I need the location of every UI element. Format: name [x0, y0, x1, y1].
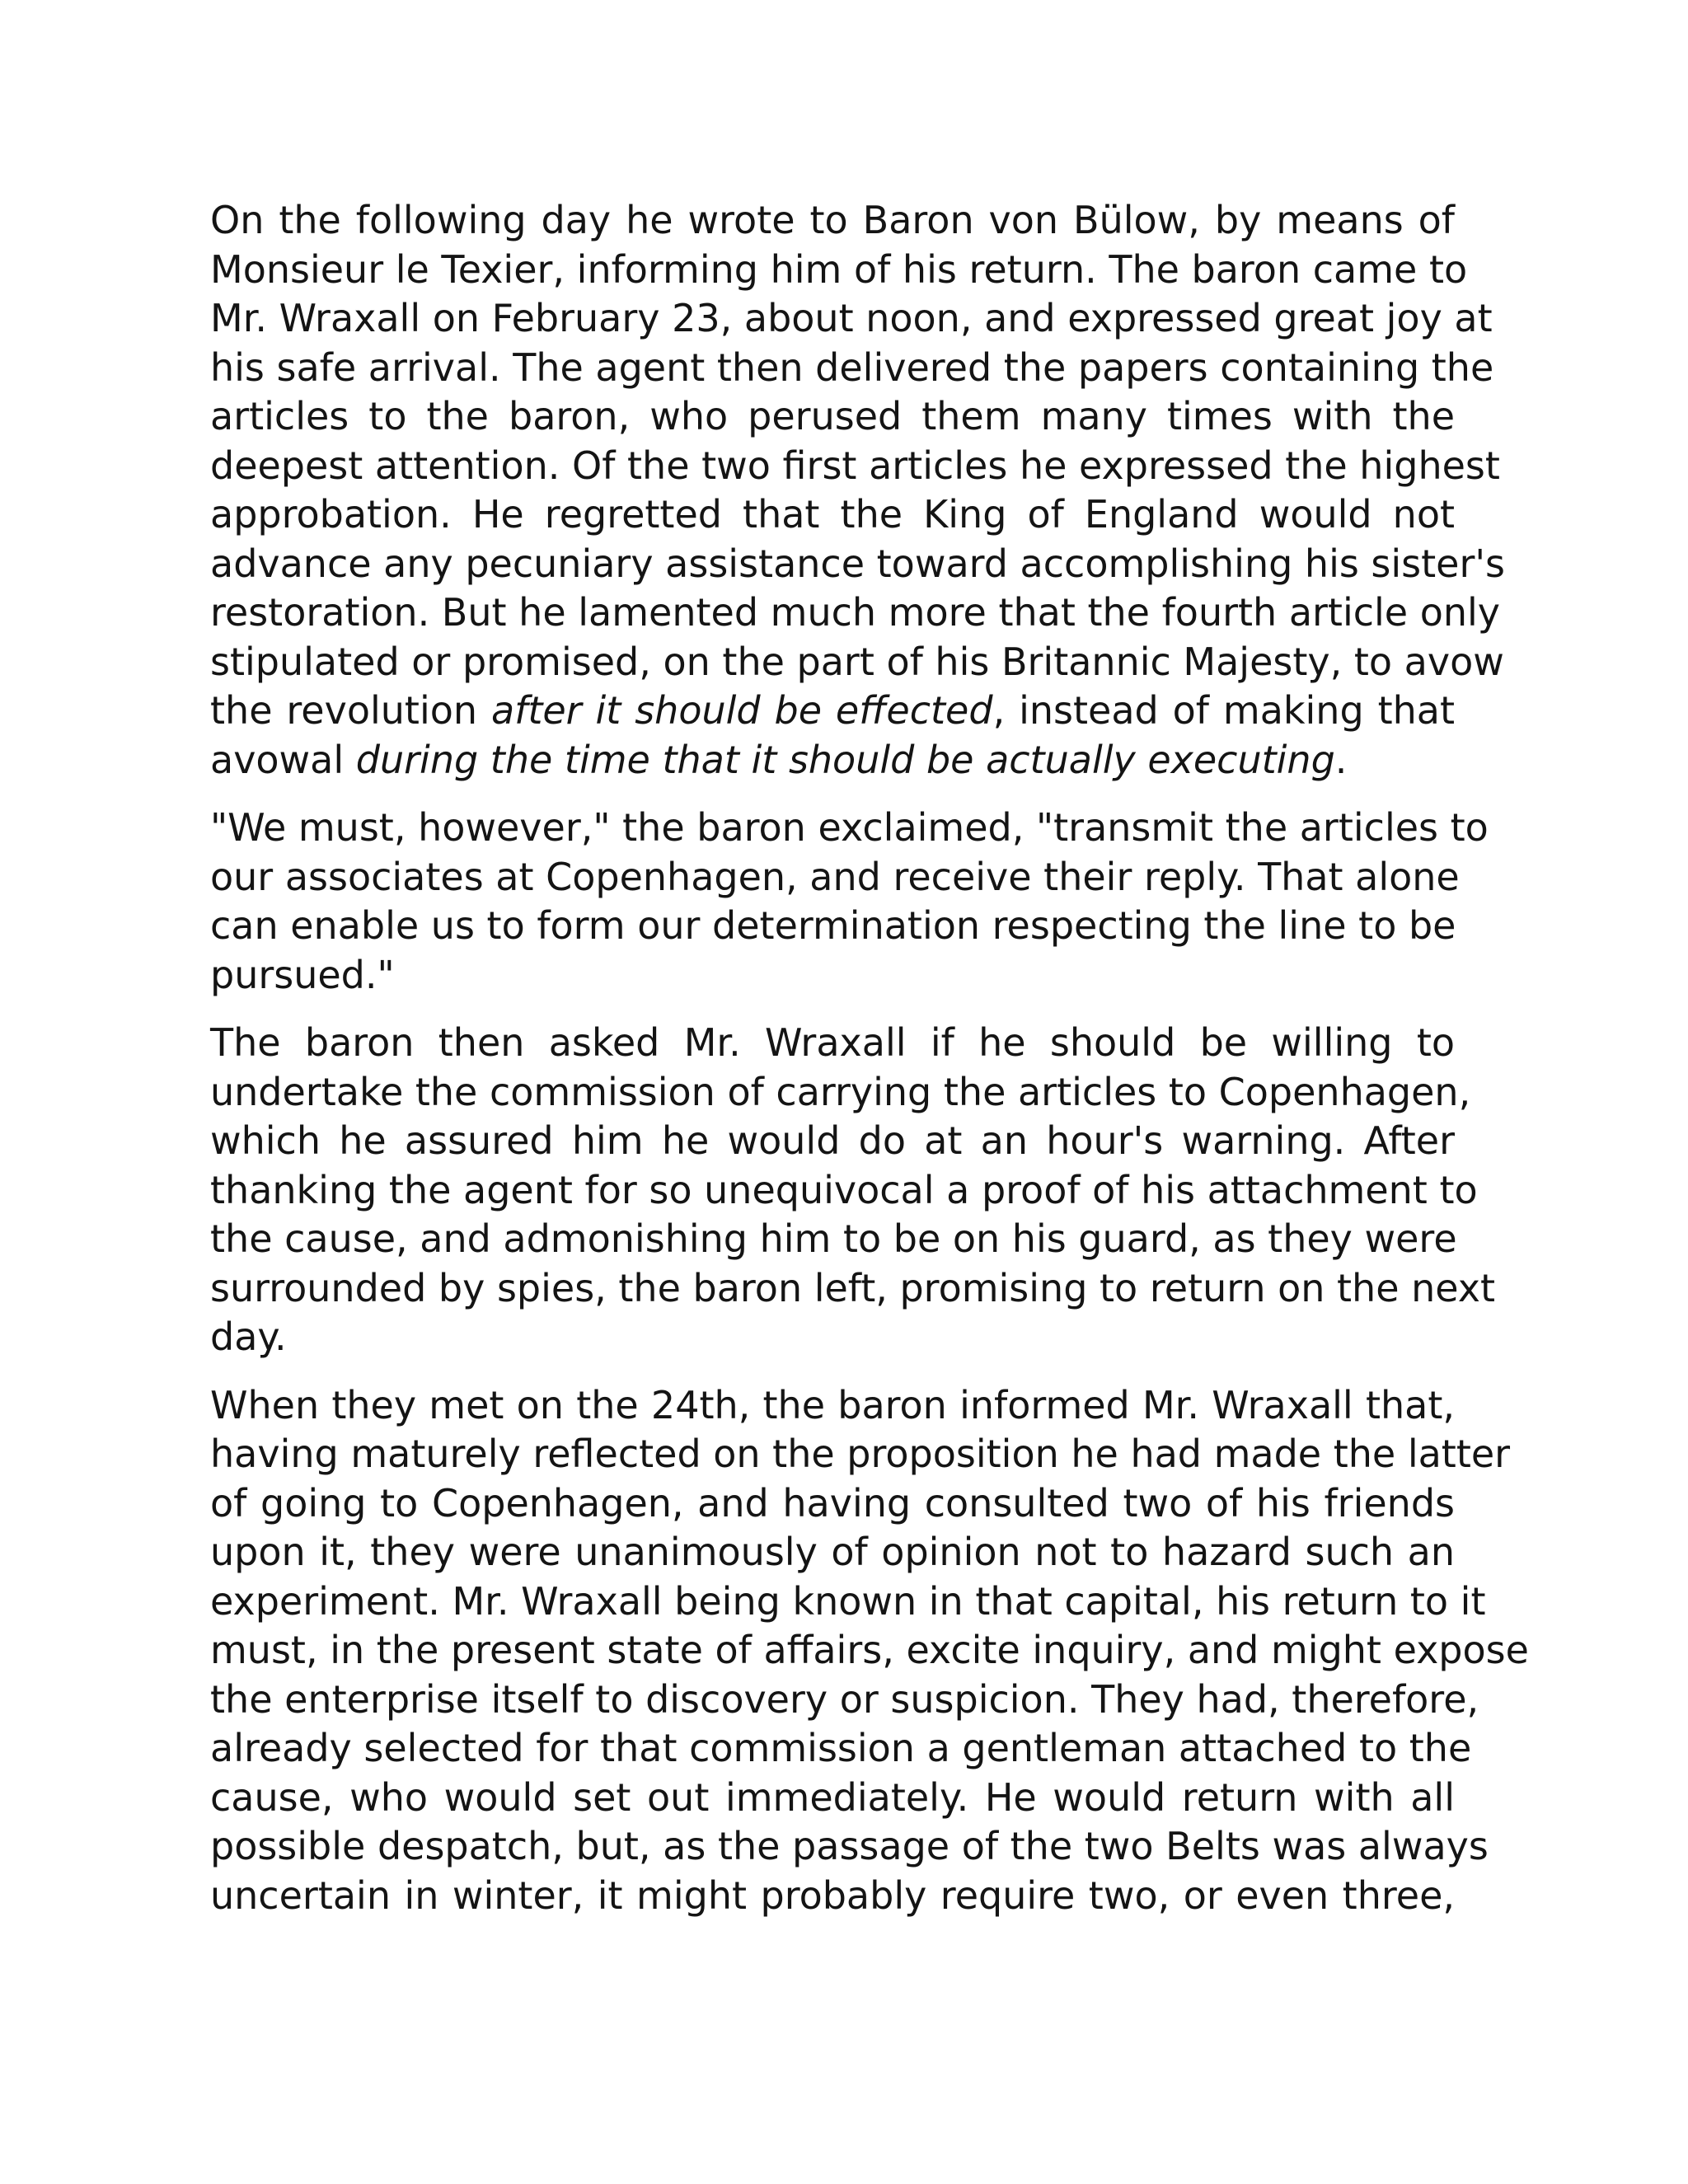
text-line — [210, 588, 1501, 638]
text-run: of going to Copenhagen, and having consulted two of his friends — [210, 1480, 1455, 1526]
text-run: upon it, they were unanimously of opinion not to hazard such an — [210, 1530, 1455, 1574]
text-run: the cause, and admonishing him to be on his guard, as they were — [210, 1216, 1457, 1261]
text-run: deepest attention. Of the two first articles he expressed the highest — [210, 443, 1500, 488]
text-line — [210, 1264, 1496, 1314]
text-line — [210, 442, 1500, 491]
text-run: articles to the baron, who perused them many times with the — [210, 394, 1455, 438]
text-run: approbation. He regretted that the King of England would not — [210, 492, 1455, 537]
text-line — [210, 540, 1506, 589]
text-run: having maturely reflected on the proposition he had made the latter — [210, 1432, 1511, 1476]
text-run: pursued." — [210, 952, 395, 997]
text-run: stipulated or promised, on the part of his Britannic Majesty, to avow — [210, 639, 1504, 684]
text-run: experiment. Mr. Wraxall being known in that capital, his return to it — [210, 1578, 1486, 1624]
text-run: "We must, however," the baron exclaimed, "transmit the articles to — [210, 805, 1489, 850]
text-run: possible despatch, but, as the passage of the two Belts was always — [210, 1824, 1489, 1868]
text-run: undertake the commission of carrying the articles to Copenhagen, — [210, 1069, 1471, 1114]
text-run: advance any pecuniary assistance toward accomplishing his sister's — [210, 541, 1506, 586]
text-run: restoration. But he lamented much more that the fourth article only — [210, 590, 1501, 635]
text-line — [210, 951, 1455, 1001]
text-line — [210, 1577, 1486, 1627]
paragraph — [210, 1381, 1529, 1921]
text-run: surrounded by spies, the baron left, promising to return on the next — [210, 1265, 1496, 1310]
text-line — [210, 1068, 1471, 1118]
text-run: day. — [210, 1315, 287, 1359]
text-line — [210, 246, 1468, 295]
text-line — [210, 1626, 1529, 1675]
text-run: our associates at Copenhagen, and receive their reply. That alone — [210, 854, 1460, 899]
text-line — [210, 294, 1493, 344]
paragraph — [210, 804, 1489, 1000]
italic-text: during the time that it should be actually executing — [355, 737, 1335, 782]
text-run: . — [1334, 737, 1348, 782]
text-line — [210, 1430, 1511, 1479]
paragraph — [210, 1019, 1496, 1362]
paragraph — [210, 196, 1506, 785]
text-line — [210, 1528, 1455, 1577]
text-run: thanking the agent for so unequivocal a proof of his attachment to — [210, 1167, 1478, 1212]
text-run: already selected for that commission a gentleman attached to the — [210, 1726, 1472, 1770]
text-run: the enterprise itself to discovery or suspicion. They had, therefore, — [210, 1676, 1479, 1722]
text-run: uncertain in winter, it might probably require two, or even three, — [210, 1872, 1455, 1918]
text-run: Mr. Wraxall on February 23, about noon, and expressed great joy at — [210, 296, 1493, 340]
text-line — [210, 687, 1455, 736]
text-line — [210, 902, 1455, 951]
text-line — [210, 638, 1504, 687]
text-run: must, in the present state of affairs, excite inquiry, and might expose — [210, 1628, 1529, 1672]
text-run: his safe arrival. The agent then delivered the papers containing the — [210, 344, 1494, 390]
text-line — [210, 1675, 1479, 1725]
text-line — [210, 1822, 1489, 1872]
text-run: When they met on the 24th, the baron informed Mr. Wraxall that, — [210, 1382, 1455, 1427]
text-line — [210, 392, 1455, 442]
text-line — [210, 736, 1455, 785]
text-line — [210, 1313, 1455, 1362]
text-line — [210, 1479, 1455, 1529]
text-line — [210, 1166, 1478, 1216]
text-line — [210, 853, 1460, 902]
text-run: avowal — [210, 737, 356, 782]
text-line — [210, 1774, 1455, 1823]
text-line — [210, 490, 1455, 540]
document-page — [210, 196, 1529, 1939]
text-line — [210, 196, 1455, 246]
text-line — [210, 1019, 1455, 1068]
text-line — [210, 1117, 1455, 1166]
text-run: The baron then asked Mr. Wraxall if he should be willing to — [210, 1020, 1455, 1065]
text-run: On the following day he wrote to Baron von Bülow, by means of — [210, 198, 1455, 242]
text-line — [210, 344, 1494, 393]
text-line — [210, 1872, 1455, 1921]
text-run: , instead of making that — [992, 688, 1455, 733]
text-line — [210, 1381, 1455, 1431]
text-line — [210, 804, 1489, 853]
text-run: Monsieur le Texier, informing him of his return. The baron came to — [210, 246, 1468, 292]
text-run: the revolution — [210, 688, 491, 733]
text-line — [210, 1215, 1455, 1264]
text-run: which he assured him he would do at an hour's warning. After — [210, 1118, 1455, 1163]
text-run: cause, who would set out immediately. He would return with all — [210, 1774, 1455, 1820]
text-line — [210, 1724, 1472, 1774]
italic-text: after it should be effected — [490, 688, 993, 733]
text-run: can enable us to form our determination respecting the line to be — [210, 903, 1456, 948]
